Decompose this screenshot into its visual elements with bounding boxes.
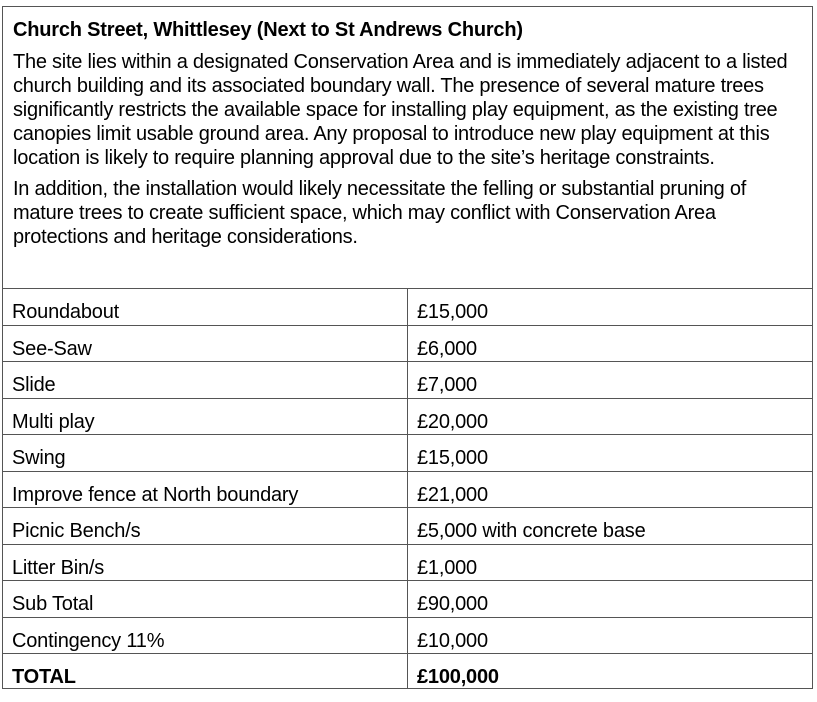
contingency-label: Contingency 11% [12, 629, 165, 652]
item-cost: £15,000 [417, 301, 488, 323]
item-name: Litter Bin/s [12, 556, 105, 579]
item-name: Slide [12, 374, 56, 396]
item-cost: £15,000 [417, 447, 488, 469]
item-name: Swing [12, 447, 66, 469]
item-name: Roundabout [12, 301, 119, 323]
item-cost: £21,000 [417, 483, 488, 506]
subtotal-value: £90,000 [417, 593, 488, 615]
total-label: TOTAL [12, 666, 76, 688]
item-cost: £20,000 [417, 410, 488, 433]
document-frame [2, 6, 813, 689]
item-name: Picnic Bench/s [12, 520, 141, 542]
site-description [3, 7, 812, 288]
contingency-value: £10,000 [417, 629, 488, 652]
subtotal-label: Sub Total [12, 593, 94, 615]
total-value: £100,000 [417, 666, 499, 688]
item-cost: £7,000 [417, 374, 477, 396]
item-cost: £1,000 [417, 556, 477, 579]
item-cost: £6,000 [417, 337, 477, 360]
item-name: Multi play [12, 410, 95, 433]
description-paragraph-1: The site lies within a designated Conservation Area and is immediately adjacent to a listed church building and its associated boundary wall. The presence of several mature trees significantly restricts the available space for installing play equipment, as the existing tree canopies limit usable ground area. Any proposal to introduce new play equipment at this location is likely to require planning approval due to the site’s heritage constraints. [13, 51, 788, 169]
item-name: Improve fence at North boundary [12, 483, 299, 506]
description-paragraph-2: In addition, the installation would likely necessitate the felling or substantial pruning of mature trees to create sufficient space, which may conflict with Conservation Area protections and heritage considerations. [13, 178, 747, 248]
column-divider [407, 288, 408, 689]
item-cost: £5,000 with concrete base [417, 520, 646, 542]
site-title: Church Street, Whittlesey (Next to St Andrews Church) [13, 19, 523, 41]
item-name: See-Saw [12, 337, 92, 360]
